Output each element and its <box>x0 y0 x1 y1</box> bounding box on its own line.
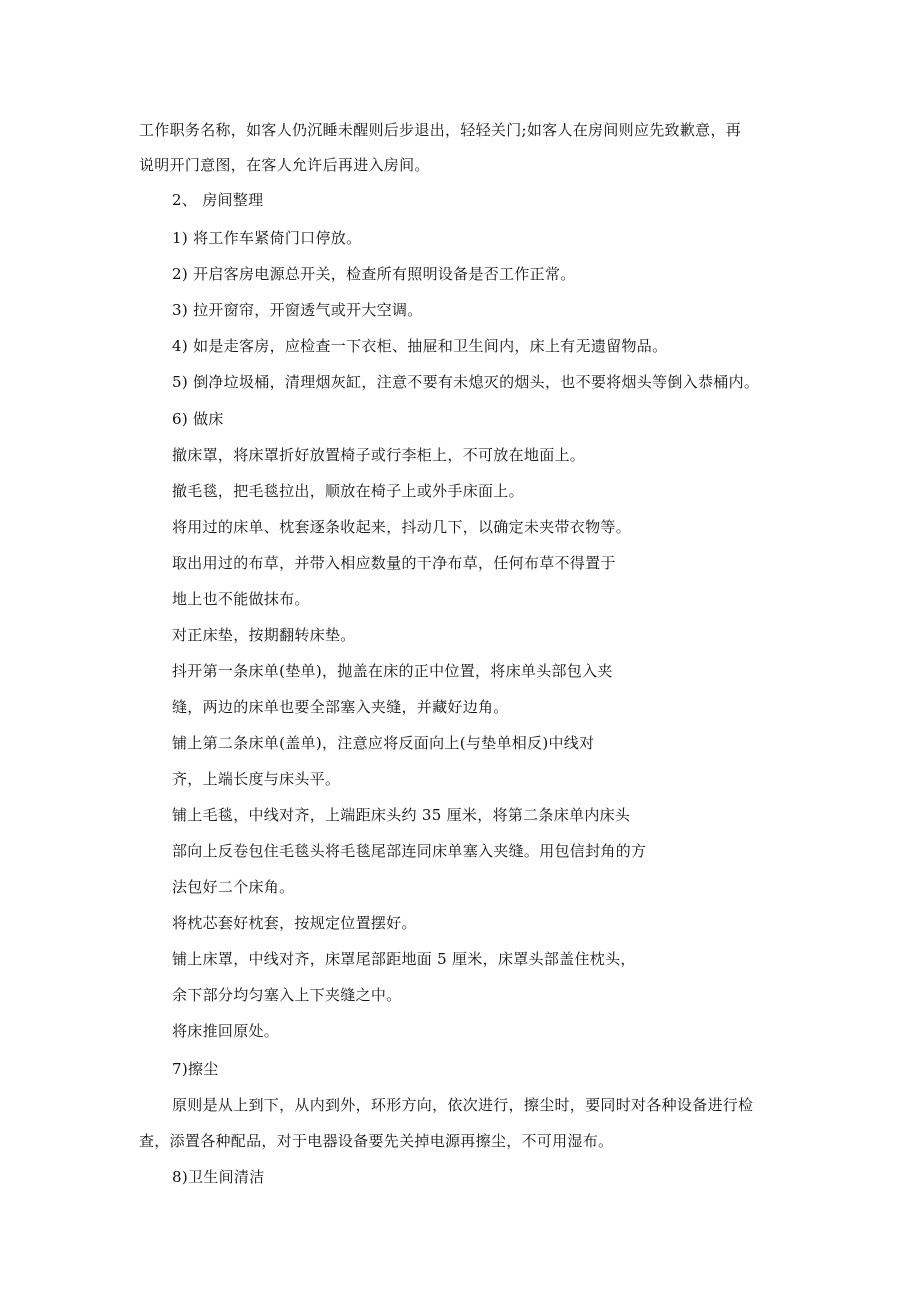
paragraph-line: 部向上反卷包住毛毯头将毛毯尾部连同床单塞入夹缝。用包信封角的方 <box>172 842 647 860</box>
paragraph-line: 铺上毛毯，中线对齐，上端距床头约 35 厘米，将第二条床单内床头 <box>172 806 631 824</box>
list-item-4: 4) 如是走客房，应检查一下衣柜、抽屉和卫生间内，床上有无遗留物品。 <box>172 337 668 355</box>
paragraph-line: 余下部分均匀塞入上下夹缝之中。 <box>172 986 402 1004</box>
paragraph-line-2: 说明开门意图，在客人允许后再进入房间。 <box>139 156 430 174</box>
list-item-1: 1) 将工作车紧倚门口停放。 <box>172 229 362 247</box>
paragraph-line: 将床推回原处。 <box>172 1022 280 1040</box>
paragraph-line: 齐，上端长度与床头平。 <box>172 770 341 788</box>
paragraph-line: 缝，两边的床单也要全部塞入夹缝，并藏好边角。 <box>172 698 509 716</box>
list-item-7: 7)擦尘 <box>172 1060 219 1078</box>
paragraph-line: 查，添置各种配品，对于电器设备要先关掉电源再擦尘，不可用湿布。 <box>139 1132 614 1150</box>
paragraph-line: 原则是从上到下，从内到外，环形方向，依次进行，擦尘时，要同时对各种设备进行检 <box>172 1096 754 1114</box>
list-item-3: 3) 拉开窗帘，开窗透气或开大空调。 <box>172 301 423 319</box>
section-heading: 2、 房间整理 <box>172 191 264 209</box>
paragraph-line: 铺上第二条床单(盖单)，注意应将反面向上(与垫单相反)中线对 <box>172 734 595 752</box>
paragraph-line: 将枕芯套好枕套，按规定位置摆好。 <box>172 914 417 932</box>
paragraph-line: 取出用过的布草，并带入相应数量的干净布草，任何布草不得置于 <box>172 554 616 572</box>
paragraph-line-1: 工作职务名称，如客人仍沉睡未醒则后步退出，轻轻关门;如客人在房间则应先致歉意，再 <box>139 121 742 139</box>
paragraph-line: 对正床垫，按期翻转床垫。 <box>172 626 356 644</box>
list-item-2: 2) 开启客房电源总开关，检查所有照明设备是否工作正常。 <box>172 265 576 283</box>
paragraph-line: 法包好二个床角。 <box>172 878 295 896</box>
list-item-5: 5) 倒净垃圾桶，清理烟灰缸，注意不要有未熄灭的烟头，也不要将烟头等倒入恭桶内。 <box>172 373 760 391</box>
paragraph-line: 撤毛毯，把毛毯拉出，顺放在椅子上或外手床面上。 <box>172 482 524 500</box>
paragraph-line: 将用过的床单、枕套逐条收起来，抖动几下，以确定未夹带衣物等。 <box>172 518 632 536</box>
paragraph-line: 地上也不能做抹布。 <box>172 590 310 608</box>
paragraph-line: 抖开第一条床单(垫单)，抛盖在床的正中位置，将床单头部包入夹 <box>172 662 613 680</box>
paragraph-line: 撤床罩，将床罩折好放置椅子或行李柜上，不可放在地面上。 <box>172 446 586 464</box>
list-item-8: 8)卫生间清洁 <box>172 1168 265 1186</box>
list-item-6: 6) 做床 <box>172 410 224 428</box>
paragraph-line: 铺上床罩，中线对齐，床罩尾部距地面 5 厘米，床罩头部盖住枕头， <box>172 950 636 968</box>
